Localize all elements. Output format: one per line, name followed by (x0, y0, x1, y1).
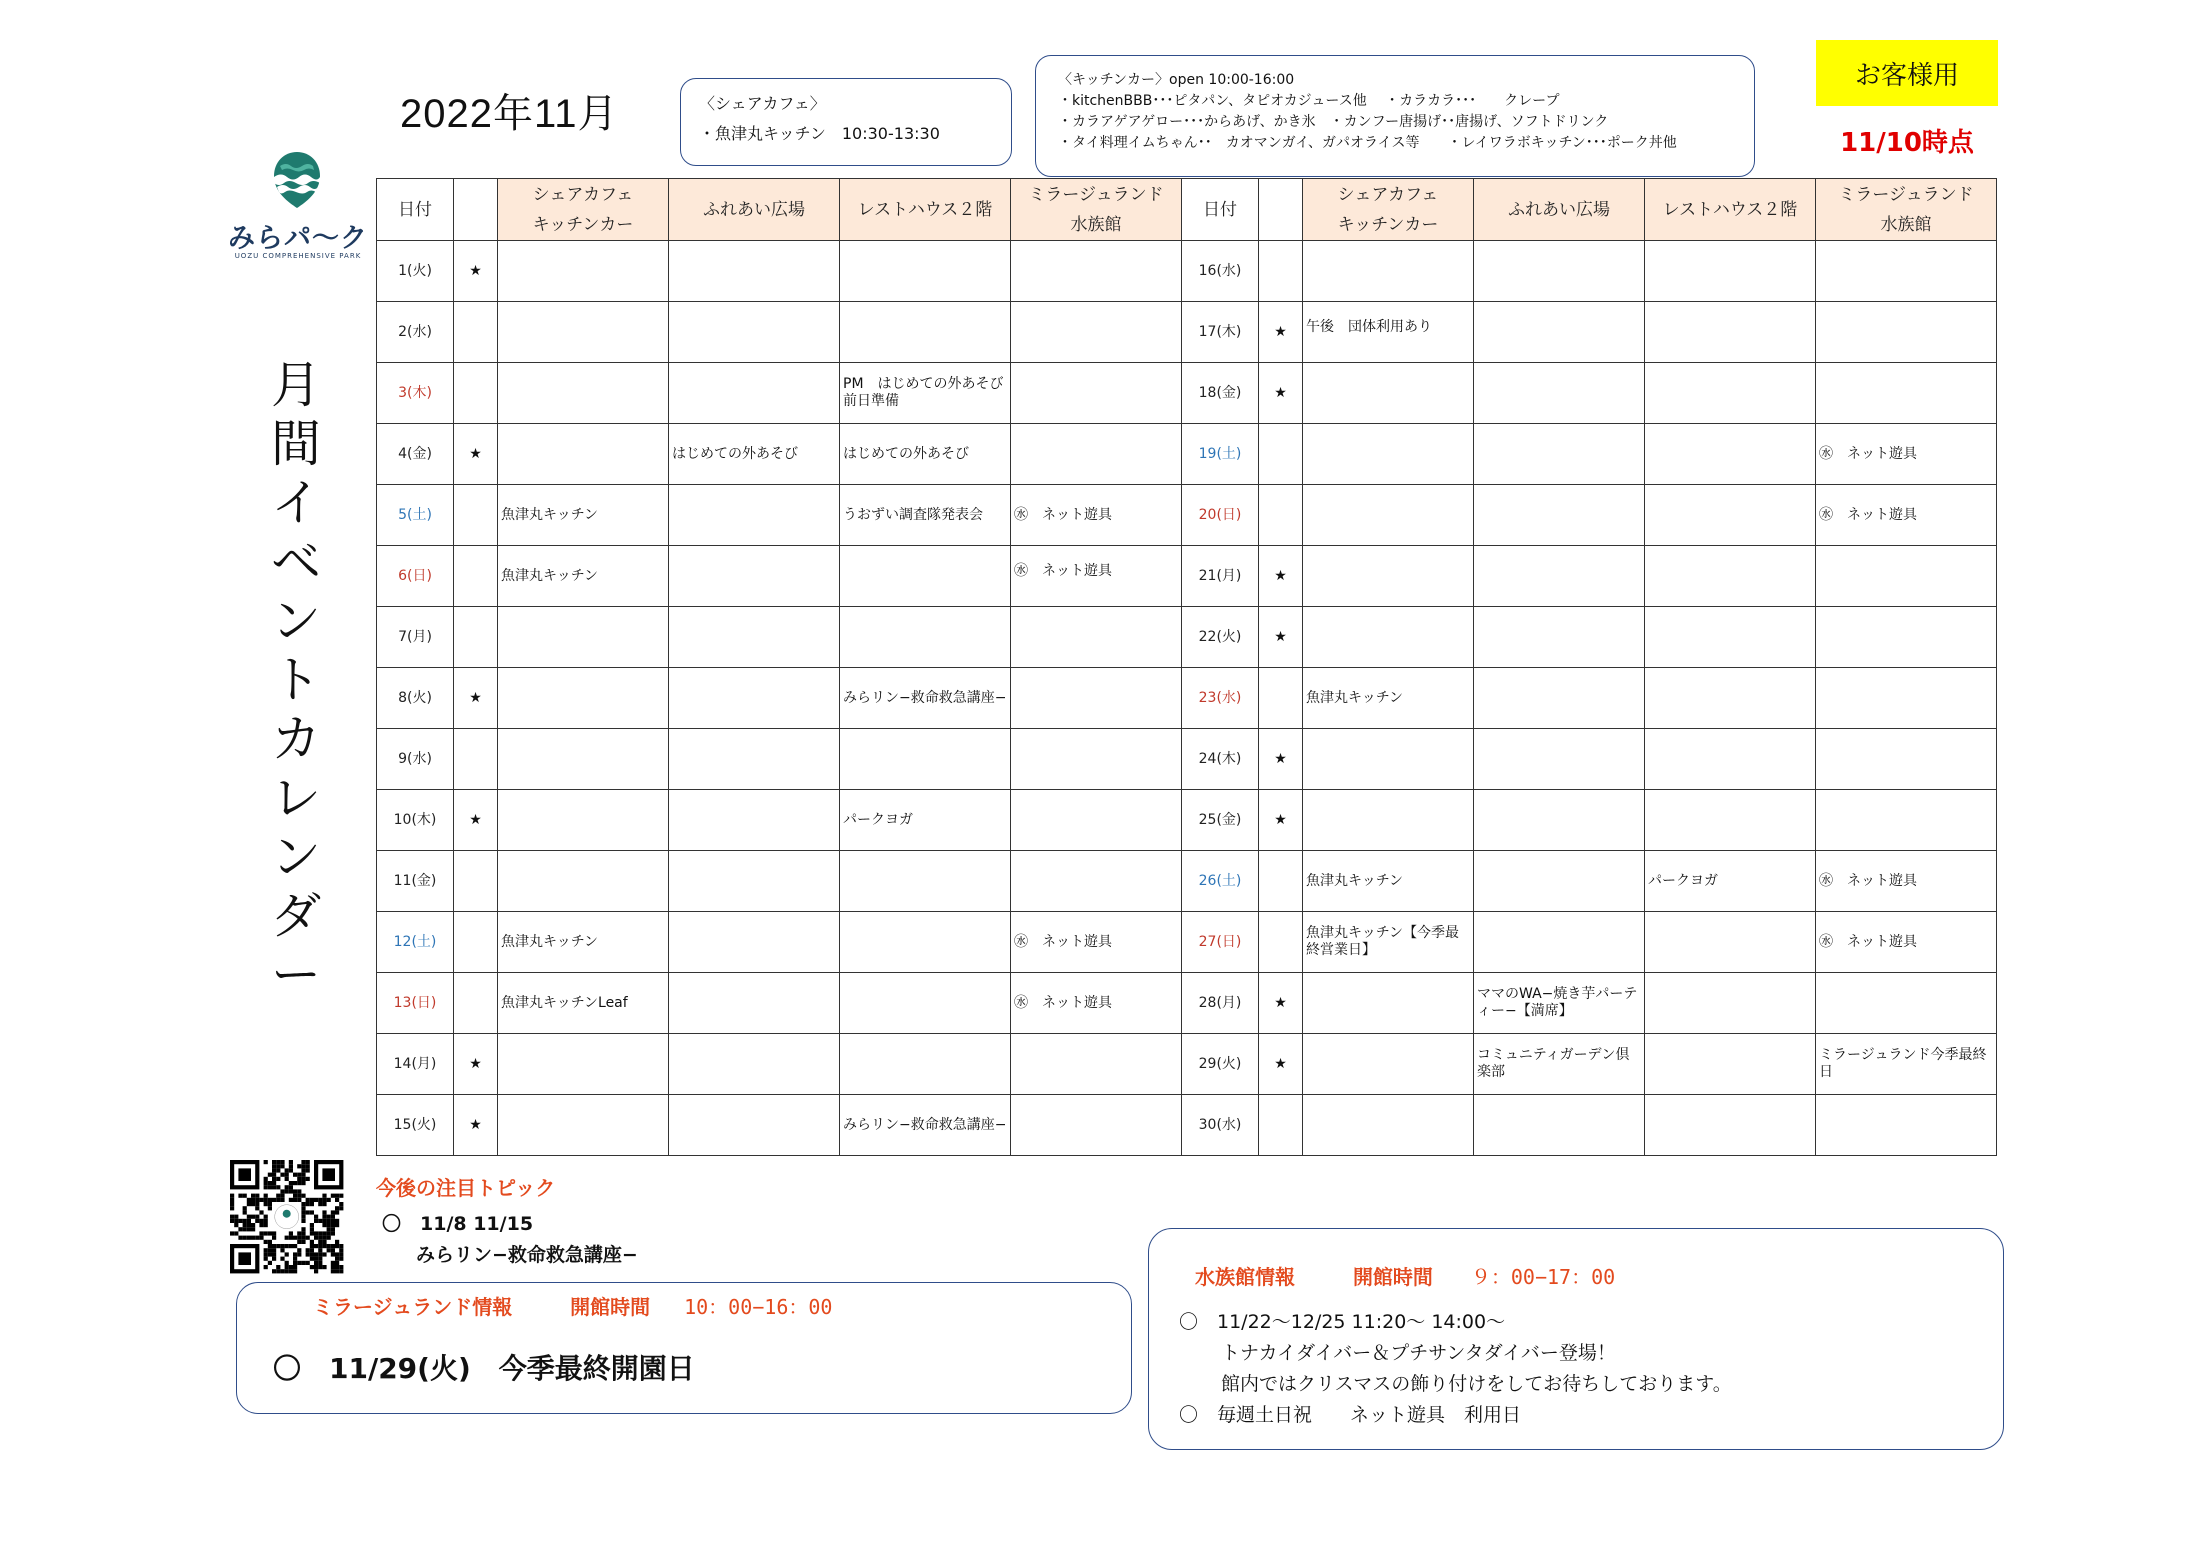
share-cafe-cell: 魚津丸キッチン (498, 485, 669, 546)
as-of-date: 11/10時点 (1840, 128, 1974, 158)
fureai-hiroba-cell (1474, 607, 1645, 668)
fureai-hiroba-cell: はじめての外あそび (669, 424, 840, 485)
fureai-hiroba-cell (669, 363, 840, 424)
star-mark-cell (1259, 485, 1303, 546)
mirage-land-cell (1011, 363, 1182, 424)
fureai-hiroba-cell (1474, 790, 1645, 851)
table-row (377, 1095, 1997, 1156)
resthouse-cell (1645, 485, 1816, 546)
share-cafe-cell (1303, 485, 1474, 546)
fureai-hiroba-cell (669, 729, 840, 790)
share-cafe-cell: 魚津丸キッチン【今季最終営業日】 (1303, 912, 1474, 973)
date-cell: 27(日) (1182, 912, 1259, 973)
fureai-hiroba-cell: ママのWA−焼き芋パーティー−【満席】 (1474, 973, 1645, 1034)
star-mark-cell: ★ (454, 1095, 498, 1156)
share-cafe-cell (1303, 546, 1474, 607)
mirage-land-cell (1816, 790, 1997, 851)
mirage-land-cell (1011, 424, 1182, 485)
date-cell: 24(木) (1182, 729, 1259, 790)
share-cafe-title: 〈シェアカフェ〉 (699, 94, 826, 113)
fureai-hiroba-cell (669, 607, 840, 668)
fureai-hiroba-cell (669, 668, 840, 729)
aquarium-net-play-days: 〇 毎週土日祝 ネット遊具 利用日 (1179, 1404, 1522, 1426)
mirage-hours-label: 開館時間 (570, 1295, 651, 1319)
mirage-land-cell (1011, 607, 1182, 668)
table-row (377, 424, 1997, 485)
header-fureai-hiroba: ふれあい広場 (669, 179, 840, 241)
share-cafe-cell (1303, 363, 1474, 424)
star-mark-cell (1259, 912, 1303, 973)
title-char: ト (271, 651, 321, 709)
mirage-land-cell: ㊌ ネット遊具 (1011, 912, 1182, 973)
fureai-hiroba-cell (1474, 546, 1645, 607)
share-cafe-cell: 魚津丸キッチン (498, 546, 669, 607)
resthouse-cell (840, 973, 1011, 1034)
fureai-hiroba-cell (669, 973, 840, 1034)
title-char: ン (271, 828, 321, 886)
aquarium-event-dates: 〇 11/22〜12/25 11:20〜 14:00〜 (1179, 1311, 1506, 1333)
title-char: ン (271, 592, 321, 650)
star-mark-cell: ★ (1259, 363, 1303, 424)
park-logo (228, 150, 368, 270)
date-cell: 20(日) (1182, 485, 1259, 546)
header-resthouse: レストハウス２階 (840, 179, 1011, 241)
fureai-hiroba-cell (1474, 851, 1645, 912)
share-cafe-cell (1303, 1095, 1474, 1156)
star-mark-cell (454, 729, 498, 790)
date-cell: 21(月) (1182, 546, 1259, 607)
mirage-land-cell: ㊌ ネット遊具 (1011, 546, 1182, 607)
fureai-hiroba-cell (669, 1034, 840, 1095)
table-row (377, 485, 1997, 546)
mirage-land-cell (1011, 729, 1182, 790)
date-cell: 23(水) (1182, 668, 1259, 729)
date-cell: 16(水) (1182, 241, 1259, 302)
star-mark-cell (454, 485, 498, 546)
date-cell: 4(金) (377, 424, 454, 485)
resthouse-cell (840, 546, 1011, 607)
resthouse-cell (840, 1034, 1011, 1095)
table-row (377, 241, 1997, 302)
resthouse-cell (1645, 1034, 1816, 1095)
share-cafe-cell: 午後 団体利用あり (1303, 302, 1474, 363)
star-mark-cell: ★ (1259, 1034, 1303, 1095)
resthouse-cell (1645, 912, 1816, 973)
upcoming-topics (376, 1172, 638, 1267)
star-mark-cell: ★ (454, 241, 498, 302)
share-cafe-cell (1303, 973, 1474, 1034)
fureai-hiroba-cell (1474, 424, 1645, 485)
date-cell: 1(火) (377, 241, 454, 302)
share-cafe-cell (498, 607, 669, 668)
title-char: 月 (271, 356, 321, 414)
resthouse-cell (840, 607, 1011, 668)
mirage-land-cell: ㊌ ネット遊具 (1816, 424, 1997, 485)
fureai-hiroba-cell (669, 1095, 840, 1156)
share-cafe-cell: 魚津丸キッチン (1303, 668, 1474, 729)
resthouse-cell (1645, 424, 1816, 485)
star-mark-cell (454, 302, 498, 363)
title-char: イ (271, 474, 321, 532)
table-row (377, 668, 1997, 729)
event-calendar-table (376, 178, 1997, 1156)
star-mark-cell: ★ (1259, 607, 1303, 668)
date-cell: 19(土) (1182, 424, 1259, 485)
mirage-land-cell (1011, 851, 1182, 912)
date-cell: 5(土) (377, 485, 454, 546)
share-cafe-cell (1303, 241, 1474, 302)
table-row (377, 790, 1997, 851)
mirage-land-cell: ㊌ ネット遊具 (1011, 485, 1182, 546)
date-cell: 3(木) (377, 363, 454, 424)
calendar-header-row (377, 179, 1997, 241)
date-cell: 15(火) (377, 1095, 454, 1156)
share-cafe-cell (498, 1034, 669, 1095)
fureai-hiroba-cell (669, 790, 840, 851)
logo-text: みらパ〜ク (228, 223, 368, 254)
mirage-land-cell (1816, 973, 1997, 1034)
kitchen-car-line: ・タイ料理イムちゃん･･ カオマンガイ、ガパオライス等 ・レイワラボキッチン･･･ポーク丼他 (1058, 135, 1677, 151)
date-cell: 28(月) (1182, 973, 1259, 1034)
share-cafe-cell (498, 241, 669, 302)
star-mark-cell: ★ (1259, 790, 1303, 851)
resthouse-cell (1645, 973, 1816, 1034)
header-resthouse: レストハウス２階 (1645, 179, 1816, 241)
share-cafe-cell (498, 668, 669, 729)
resthouse-cell (1645, 241, 1816, 302)
mirage-land-cell: ㊌ ネット遊具 (1816, 912, 1997, 973)
fureai-hiroba-cell (669, 851, 840, 912)
fureai-hiroba-cell (1474, 668, 1645, 729)
fureai-hiroba-cell (669, 485, 840, 546)
fureai-hiroba-cell (669, 302, 840, 363)
resthouse-cell (1645, 546, 1816, 607)
kitchen-car-line: ・カラアゲアゲロー･･･からあげ、かき氷 ・カンフー唐揚げ･･唐揚げ、ソフトドリンク (1058, 114, 1609, 130)
share-cafe-cell (498, 729, 669, 790)
table-row (377, 302, 1997, 363)
star-mark-cell: ★ (1259, 729, 1303, 790)
aquarium-event-note: 館内ではクリスマスの飾り付けをしてお待ちしております。 (1221, 1373, 1732, 1395)
share-cafe-cell (1303, 1034, 1474, 1095)
mirage-land-cell (1816, 1095, 1997, 1156)
resthouse-cell (1645, 668, 1816, 729)
share-cafe-cell (498, 302, 669, 363)
star-mark-cell (1259, 851, 1303, 912)
customer-badge: お客様用 (1816, 40, 1998, 106)
fureai-hiroba-cell (1474, 302, 1645, 363)
resthouse-cell (840, 851, 1011, 912)
table-row (377, 729, 1997, 790)
date-cell: 22(火) (1182, 607, 1259, 668)
mirage-land-cell (1816, 363, 1997, 424)
date-cell: 10(木) (377, 790, 454, 851)
star-mark-cell: ★ (454, 668, 498, 729)
mirage-land-info-box (236, 1282, 1132, 1414)
table-row (377, 607, 1997, 668)
resthouse-cell: パークヨガ (840, 790, 1011, 851)
star-mark-cell (1259, 241, 1303, 302)
resthouse-cell (1645, 363, 1816, 424)
date-cell: 17(木) (1182, 302, 1259, 363)
share-cafe-cell (498, 1095, 669, 1156)
date-cell: 11(金) (377, 851, 454, 912)
title-char: レ (271, 769, 321, 827)
star-mark-cell (454, 363, 498, 424)
aquarium-info-lines (1179, 1307, 1732, 1431)
share-cafe-cell (1303, 424, 1474, 485)
star-mark-cell (1259, 424, 1303, 485)
fureai-hiroba-cell (1474, 729, 1645, 790)
date-cell: 6(日) (377, 546, 454, 607)
fureai-hiroba-cell (1474, 1095, 1645, 1156)
fureai-hiroba-cell (669, 912, 840, 973)
share-cafe-cell: 魚津丸キッチン (498, 912, 669, 973)
fureai-hiroba-cell (1474, 363, 1645, 424)
star-mark-cell (454, 607, 498, 668)
aquarium-info-box (1148, 1228, 2004, 1450)
table-row (377, 973, 1997, 1034)
share-cafe-info-box (680, 78, 1012, 166)
resthouse-cell: みらリン−救命救急講座− (840, 1095, 1011, 1156)
table-row (377, 1034, 1997, 1095)
mirage-land-cell (1816, 729, 1997, 790)
header-star (1259, 179, 1303, 241)
date-cell: 18(金) (1182, 363, 1259, 424)
resthouse-cell (1645, 607, 1816, 668)
fureai-hiroba-cell (669, 241, 840, 302)
share-cafe-line: ・魚津丸キッチン 10:30-13:30 (699, 124, 940, 143)
star-mark-cell: ★ (1259, 973, 1303, 1034)
date-cell: 8(火) (377, 668, 454, 729)
star-mark-cell (1259, 668, 1303, 729)
date-cell: 29(火) (1182, 1034, 1259, 1095)
star-mark-cell (454, 973, 498, 1034)
topics-dates: 〇 11/8 11/15 (382, 1213, 534, 1235)
date-cell: 7(月) (377, 607, 454, 668)
star-mark-cell: ★ (454, 1034, 498, 1095)
fureai-hiroba-cell (1474, 912, 1645, 973)
title-char: ー (271, 946, 321, 1004)
header-share-cafe: シェアカフェ キッチンカー (1303, 179, 1474, 241)
fureai-hiroba-cell (1474, 241, 1645, 302)
mirage-info-header (313, 1291, 832, 1320)
table-row (377, 546, 1997, 607)
header-fureai-hiroba: ふれあい広場 (1474, 179, 1645, 241)
share-cafe-cell (498, 851, 669, 912)
star-mark-cell: ★ (1259, 302, 1303, 363)
table-row (377, 363, 1997, 424)
aquarium-info-header (1195, 1261, 1615, 1290)
share-cafe-cell (1303, 607, 1474, 668)
star-mark-cell (454, 912, 498, 973)
header-date: 日付 (1182, 179, 1259, 241)
date-cell: 9(水) (377, 729, 454, 790)
share-cafe-cell (498, 363, 669, 424)
date-cell: 25(金) (1182, 790, 1259, 851)
resthouse-cell (840, 241, 1011, 302)
date-cell: 2(水) (377, 302, 454, 363)
share-cafe-cell (1303, 790, 1474, 851)
star-mark-cell (454, 546, 498, 607)
title-char: 間 (271, 415, 321, 473)
star-mark-cell: ★ (454, 424, 498, 485)
share-cafe-cell: 魚津丸キッチン (1303, 851, 1474, 912)
mirage-land-cell (1816, 241, 1997, 302)
kitchen-car-title: 〈キッチンカー〉open 10:00-16:00 (1058, 72, 1295, 88)
table-row (377, 851, 1997, 912)
aquarium-event-title: トナカイダイバー＆プチサンタダイバー登場！ (1221, 1342, 1616, 1364)
mirage-info-label: ミラージュランド情報 (313, 1295, 513, 1319)
wave-drop-icon (272, 150, 322, 210)
title-char: ダ (271, 887, 321, 945)
date-cell: 13(日) (377, 973, 454, 1034)
mirage-land-cell (1011, 790, 1182, 851)
title-char: ベ (271, 533, 321, 591)
resthouse-cell (840, 912, 1011, 973)
header-date: 日付 (377, 179, 454, 241)
mirage-land-cell (1816, 546, 1997, 607)
resthouse-cell: パークヨガ (1645, 851, 1816, 912)
share-cafe-cell (1303, 729, 1474, 790)
mirage-land-cell: ㊌ ネット遊具 (1011, 973, 1182, 1034)
mirage-land-cell (1011, 1034, 1182, 1095)
header-star (454, 179, 498, 241)
date-cell: 26(土) (1182, 851, 1259, 912)
title-char: カ (271, 710, 321, 768)
fureai-hiroba-cell: コミュニティガーデン倶楽部 (1474, 1034, 1645, 1095)
star-mark-cell (454, 851, 498, 912)
kitchen-car-info-box (1035, 55, 1755, 177)
mirage-hours: 10：00−16：00 (684, 1295, 833, 1319)
mirage-land-cell (1011, 1095, 1182, 1156)
qr-code-icon (224, 1158, 350, 1274)
topics-title: 今後の注目トピック (376, 1176, 556, 1200)
mirage-land-cell (1011, 668, 1182, 729)
mirage-land-cell (1816, 607, 1997, 668)
mirage-land-cell: ㊌ ネット遊具 (1816, 485, 1997, 546)
resthouse-cell (1645, 790, 1816, 851)
mirage-land-cell (1816, 668, 1997, 729)
kitchen-car-line: ・kitchenBBB･･･ピタパン、タピオカジュース他 ・カラカラ･･･ クレープ (1058, 93, 1560, 109)
logo-subtitle: UOZU COMPREHENSIVE PARK (234, 252, 362, 260)
star-mark-cell: ★ (1259, 546, 1303, 607)
mirage-land-cell (1816, 302, 1997, 363)
resthouse-cell: みらリン−救命救急講座− (840, 668, 1011, 729)
date-cell: 14(月) (377, 1034, 454, 1095)
date-cell: 12(土) (377, 912, 454, 973)
vertical-calendar-title (256, 356, 336, 1005)
resthouse-cell (1645, 1095, 1816, 1156)
topics-item: みらリン−救命救急講座− (416, 1244, 638, 1266)
resthouse-cell (840, 729, 1011, 790)
table-row (377, 912, 1997, 973)
mirage-closing-day: 〇 11/29(火) 今季最終開園日 (273, 1352, 695, 1385)
mirage-land-cell: ミラージュランド今季最終日 (1816, 1034, 1997, 1095)
resthouse-cell: PM はじめての外あそび前日準備 (840, 363, 1011, 424)
share-cafe-cell (498, 790, 669, 851)
share-cafe-cell: 魚津丸キッチンLeaf (498, 973, 669, 1034)
star-mark-cell: ★ (454, 790, 498, 851)
resthouse-cell: はじめての外あそび (840, 424, 1011, 485)
mirage-land-cell: ㊌ ネット遊具 (1816, 851, 1997, 912)
fureai-hiroba-cell (1474, 485, 1645, 546)
mirage-land-cell (1011, 302, 1182, 363)
date-cell: 30(水) (1182, 1095, 1259, 1156)
aquarium-hours: ９：00−17：00 (1470, 1265, 1616, 1289)
aquarium-hours-label: 開館時間 (1352, 1265, 1433, 1289)
resthouse-cell (840, 302, 1011, 363)
header-share-cafe: シェアカフェ キッチンカー (498, 179, 669, 241)
share-cafe-cell (498, 424, 669, 485)
mirage-land-cell (1011, 241, 1182, 302)
fureai-hiroba-cell (669, 546, 840, 607)
resthouse-cell (1645, 729, 1816, 790)
resthouse-cell: うおずい調査隊発表会 (840, 485, 1011, 546)
header-mirage-land: ミラージュランド 水族館 (1816, 179, 1997, 241)
page-title: 2022年11月 (400, 92, 619, 136)
resthouse-cell (1645, 302, 1816, 363)
aquarium-info-label: 水族館情報 (1195, 1265, 1295, 1289)
header-mirage-land: ミラージュランド 水族館 (1011, 179, 1182, 241)
star-mark-cell (1259, 1095, 1303, 1156)
